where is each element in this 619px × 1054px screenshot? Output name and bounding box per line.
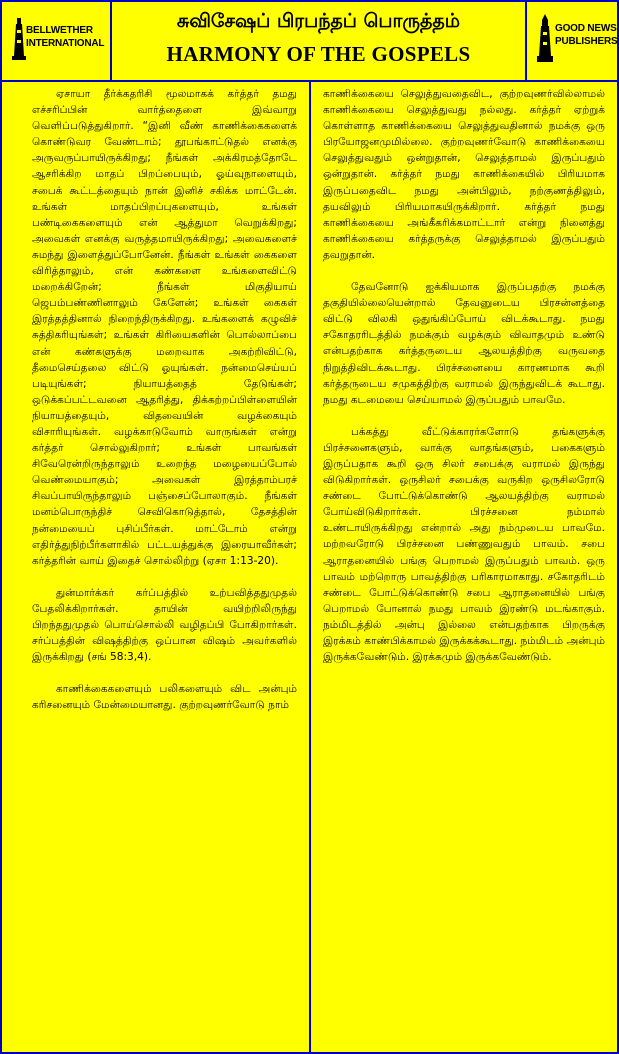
left-paragraph-1: ஏசாயா தீர்க்கதரிசி மூலமாகக் கர்த்தர் தமது எச்சரிப்பின் வார்த்தைளை இவ்வாறு வெளிப்படுத்துகிறார். “இனி வீண் காணிக்கைகளைக் கொண்டுவர வேண்டாம்; தூபங்காட்டுதல் எனக்கு அருவருப்பாயிருக்கிறது; நீங்கள் அக்கிரமத்தோடே ஆசரிக்கிற மாதப் பிறப்பையும், ஓய்வுநாளையும், சபைக் கூட்டத்தையும் நான் இனிச் சகிக்க மாட்டேன். உங்கள் மாதப்பிறப்புகளையும், உங்கள் பண்டிகைகளையும் என் ஆத்துமா வெறுக்கிறது; அவைகள் எனக்கு வருத்தமாயிருக்கிறது; அவைகளைச் சுமந்து இளைத்துப்போனேன். நீங்கள் உங்கள் கைகளை விரித்தாலும், என் கண்களை உங்களைவிட்டு மறைக்கிறேன்; நீங்கள் மிகுதியாய் ஜெபம்பண்ணினாலும் கேளேன்; உங்கள் கைகள் இரத்தத்தினால் நிறைந்திருக்கிறது. உங்களைக் கழுவிச் சுத்திகரியுங்கள்; உங்கள் கிரியைகளின் பொல்லாப்பை என் கண்களுக்கு மறைவாக அகற்றிவிட்டு, தீமைசெய்தலை விட்டு ஓயுங்கள். நன்மைசெய்யப் படியுங்கள்; நியாயத்தைத் தேடுங்கள்; ஒடுக்கப்பட்டவனை ஆதரித்து, திக்கற்றப்பிள்ளையின் நியாயத்தையும், விதவையின் வழக்கையும் விசாரியுங்கள். வழக்காடுவோம் வாருங்கள் என்று கர்த்தர் சொல்லுகிறார்; உங்கள் பாவங்கள் சிவேரென்றிருந்தாலும் உறைந்த மழையைப்போல் வெண்மையாகும்; அவைகள் இரத்தாம்பரச் சிவப்பாயிருந்தாலும் பஞ்சைப்போலாகும். நீங்கள் மனம்பொருந்திச் செவிகொடுத்தால், தேசத்தின் நன்மையைப் புசிப்பீர்கள். மாட்டோம் என்று எதிர்த்துநிற்பீர்களாகில் பட்டயத்துக்கு இரையாவீர்கள்; கர்த்தரின் வாய் இதைச் சொல்லிற்று (ஏசா 1:13-20).	[32, 88, 297, 567]
left-column	[2, 82, 311, 1052]
title-area	[112, 2, 525, 80]
title-english: HARMONY OF THE GOSPELS	[166, 42, 471, 66]
header	[2, 2, 617, 82]
good-news-logo	[525, 2, 617, 80]
title-tamil: சுவிசேஷப் பிரபந்தப் பொருத்தம்	[176, 10, 461, 32]
lighthouse-icon	[12, 16, 26, 60]
bellwether-logo-text: BELLWETHER INTERNATIONAL	[26, 25, 105, 49]
right-paragraph-1: காணிக்கையை செலுத்துவதைவிட, குற்றவுணர்வில்லாமல் காணிக்கையை செலுத்துவது நல்லது. கர்த்தர் ஏற்றுக் கொள்ளாத காணிக்கையை செலுத்துவதினால் நமக்கு ஒரு பிரயோஜனமுமில்லை. குற்றவுணர்வோடு காணிக்கையை செலுத்துவதும் ஒன்றுதான், செலுத்தாமல் இருப்பதும் ஒன்றுதான். கர்த்தர் நமது காணிக்கையில் பிரியமாக இருப்பதைவிட நமது அன்பிலும், நற்குணத்திலும், தயவிலும் பிரியமாகயிருக்கிறார். கர்த்தர் நமது காணிக்கையை அங்கீகரிக்கமாட்டார் என்று நினைத்து காணிக்கையை கர்த்தருக்கு செலுத்தாமல் இருப்பதும் தவறுதான்.	[323, 88, 605, 261]
right-column	[313, 82, 617, 1052]
tower-icon	[537, 14, 553, 62]
left-paragraph-3: காணிக்கைகளையும் பலிகளையும் விட அன்பும் கரிசனையும் மேன்மையானது. குற்றவுணர்வோடு நாம்	[32, 683, 297, 712]
right-paragraph-2: தேவனோடு ஐக்கியமாக இருப்பதற்கு நமக்கு தகுதியில்லையென்றால் தேவனுடைய பிரசன்னத்தை விட்டு விலகி ஒதுங்கிப்போய் விடக்கூடாது. நமது சகோதரரிடத்தில் நமக்கும் வழக்கும் விவாதமும் உண்டு என்பதற்காக கர்த்தருடைய ஆலயத்திற்கு வருவதை நிறுத்திவிடக்கூடாது. பிரச்சனையை காரணமாக கூறி கர்த்தருடைய சமுகத்திற்கு வராமல் இருந்துவிடக் கூடாது. நமது கடமையை செய்யாமல் இருப்பதும் பாவமே.	[323, 281, 605, 406]
right-paragraph-3: பக்கத்து வீட்டுக்காரர்களோடு தங்களுக்கு பிரச்சனைகளும், வாக்கு வாதங்களும், பகைகளும் இருப்பதாக கூறி ஒரு சிலர் சபைக்கு வராமல் இருந்து விடுகிறார்கள். ஒருசிலர் சபைக்கு வருகிற ஒருசிலரோடு சண்டை போட்டுக்கொண்டு ஆலயத்திற்கு வராமல் போய்விடுகிறார்கள். பிரச்சனை நம்மால் உண்டாயிருக்கிறது என்றால் அது நம்முடைய பாவமே. மற்றவரோடு பிரச்சனை பண்ணுவதும் பாவம். சபை ஆராதனையில் பங்கு பெறாமல் இருப்பதும் பாவம். ஒரு பாவம் மற்றொரு பாவத்திற்கு பரிகாரமாகாது. சகோதரிடம் சண்டை போட்டுக்கொண்டு சபை ஆராதனையில் பங்கு பெறாமல் போனால் நமது பாவம் இரண்டு மடங்காகும். நம்மிடத்தில் அன்பு இல்லை என்பதற்காக பிறருக்கு இரக்கம் காண்பிக்காமல் இருக்கக்கூடாது. நம்மிடம் அன்பும் இருக்கவேண்டும். இரக்கமும் இருக்கவேண்டும்.	[323, 425, 605, 664]
left-paragraph-2: துன்மார்க்கர் கர்ப்பத்தில் உற்பவித்ததுமுதல் பேதலிக்கிறார்கள். தாயின் வயிற்றிலிருந்து பிறந்ததுமுதல் பொய்சொல்லி வழிதப்பி போகிறார்கள். சர்ப்பத்தின் விஷத்திற்கு ஒப்பான விஷம் அவர்களில் இருக்கிறது (சங் 58:3,4).	[32, 586, 297, 664]
good-news-logo-text: GOOD NEWS PUBLISHERS	[555, 23, 618, 47]
bellwether-logo	[2, 2, 112, 80]
